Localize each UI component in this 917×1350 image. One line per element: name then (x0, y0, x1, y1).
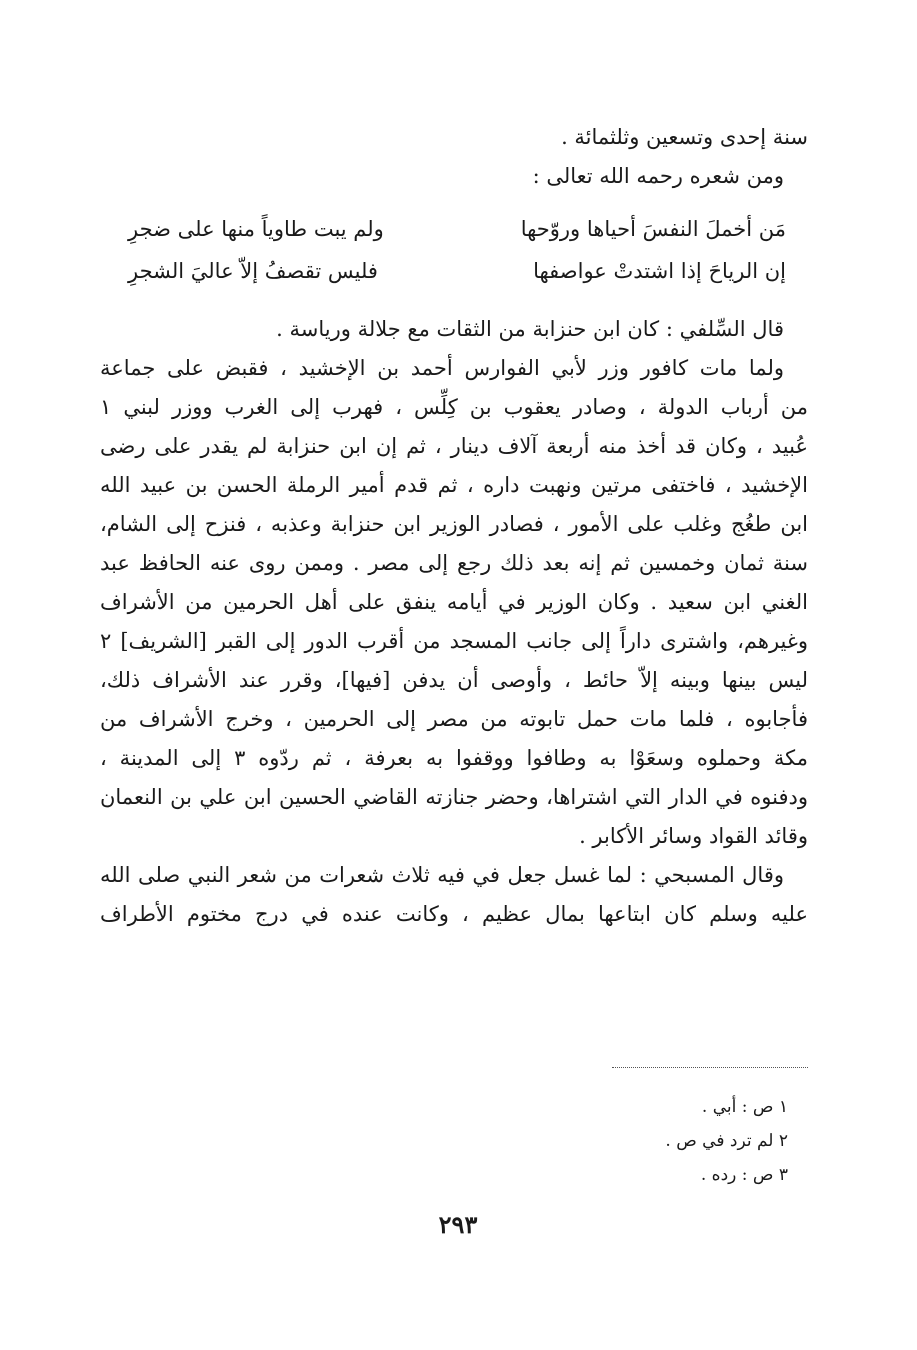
footnote: ١ ص : أبي . (701, 1097, 788, 1117)
verse-second-hemistich: ولم يبت طاوياً منها على ضجرِ (128, 217, 384, 241)
text-line: سنة إحدى وتسعين وثلثمائة . (561, 125, 808, 149)
text-line: مكة وحملوه وسعَوْا به وطافوا ووقفوا به بعرفة ، ثم ردّوه ٣ إلى المدينة ، (100, 746, 808, 770)
text-line: من أرباب الدولة ، وصادر يعقوب بن كِلِّس ، فهرب إلى الغرب ووزر لبني ١ (100, 395, 808, 419)
text-line: ليس بينها وبينه إلاّ حائط ، وأوصى أن يدفن [فيها]، وقرر عند الأشراف ذلك، (100, 668, 808, 692)
footnote-divider (612, 1067, 808, 1068)
verse-first-hemistich: مَن أخملَ النفسَ أحياها وروّحها (520, 217, 786, 241)
main-text (100, 118, 808, 934)
text-line: الغني ابن سعيد . وكان الوزير في أيامه ينفق على أهل الحرمين من الأشراف (100, 590, 808, 614)
footnote: ٣ ص : رده . (700, 1165, 788, 1185)
text-line: وقال المسبحي : لما غسل جعل في فيه ثلاث شعرات من شعر النبي صلى الله (100, 863, 784, 887)
verse-second-hemistich: فليس تقصفُ إلاّ عاليَ الشجرِ (128, 259, 378, 283)
footnotes (560, 1090, 788, 1192)
verse-first-hemistich: إن الرياحَ إذا اشتدتْ عواصفها (533, 259, 786, 283)
text-line: ولما مات كافور وزر لأبي الفوارس أحمد بن الإخشيد ، فقبض على جماعة (100, 356, 784, 380)
text-line: قال السِّلفي : كان ابن حنزابة من الثقات مع جلالة ورياسة . (276, 317, 784, 341)
text-line: ابن طغُج وغلب على الأمور ، فصادر الوزير ابن حنزابة وعذبه ، فنزح إلى الشام، (100, 512, 808, 536)
page-number: ٢٩٣ (438, 1210, 478, 1239)
poem-verse (100, 250, 808, 292)
footnote: ٢ لم ترد في ص . (665, 1131, 788, 1151)
text-line: ودفنوه في الدار التي اشتراها، وحضر جنازته القاضي الحسين ابن علي بن النعمان (100, 785, 808, 809)
text-line: فأجابوه ، فلما مات حمل تابوته من مصر إلى الحرمين ، وخرج الأشراف من (100, 707, 808, 731)
text-line: وقائد القواد وسائر الأكابر . (579, 824, 808, 848)
text-line: عليه وسلم كان ابتاعها بمال عظيم ، وكانت عنده في درج مختوم الأطراف (100, 902, 808, 926)
text-line: الإخشيد ، فاختفى مرتين ونهبت داره ، ثم قدم أمير الرملة الحسن بن عبيد الله (100, 473, 808, 497)
text-line: ومن شعره رحمه الله تعالى : (532, 164, 784, 188)
poem-verse (100, 208, 808, 250)
text-line: عُبيد ، وكان قد أخذ منه أربعة آلاف دينار ، ثم إن ابن حنزابة لم يقدر على رضى (100, 434, 808, 458)
text-line: وغيرهم، واشترى داراً إلى جانب المسجد من أقرب الدور إلى القبر [الشريف] ٢ (100, 629, 808, 653)
text-line: سنة ثمان وخمسين ثم إنه بعد ذلك رجع إلى مصر . وممن روى عنه الحافظ عبد (100, 551, 808, 575)
